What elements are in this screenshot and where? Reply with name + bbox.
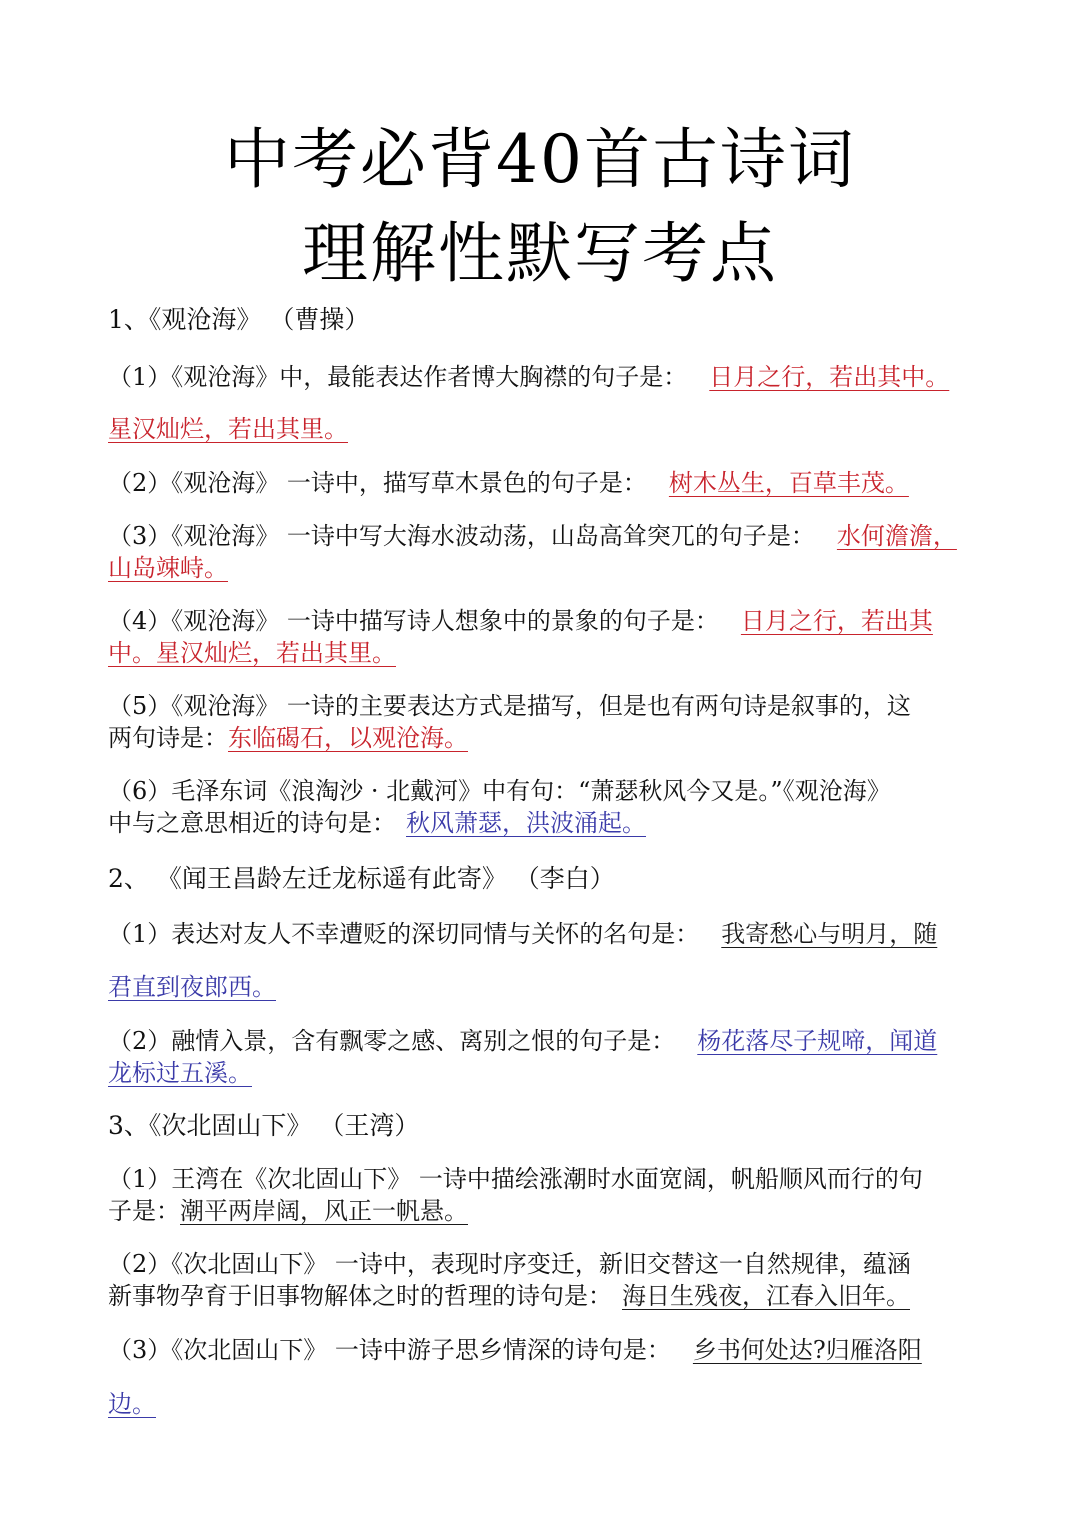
question-2-2 [108,1026,978,1056]
section-3-heading: 3、《次北固山下》 （王湾） [108,1111,420,1140]
question-1-3-cont [108,553,978,583]
question-1-6 [108,776,978,806]
question-text: （3）《次北固山下》 一诗中游子思乡情深的诗句是： [108,1336,671,1364]
answer-text: 秋风萧瑟，洪波涌起。 [406,809,646,837]
answer-text: 杨花落尽子规啼，闻道 [697,1027,938,1055]
question-text: （3）《观沧海》 一诗中写大海水波动荡，山岛高耸突兀的句子是： [108,522,815,550]
answer-text: 乡书何处达?归雁洛阳 [692,1336,922,1364]
question-text: （6）毛泽东词《浪淘沙 · 北戴河》中有句：“萧瑟秋风今又是。”《观沧海》 [108,777,891,805]
question-1-1 [108,362,978,392]
question-3-3 [108,1335,978,1365]
question-3-2 [108,1249,978,1279]
answer-text: 水何澹澹， [836,522,957,550]
answer-text: 君直到夜郎西。 [108,973,276,1001]
question-3-2-cont [108,1281,978,1311]
question-1-4 [108,606,978,636]
question-1-1-cont [108,414,978,444]
question-text: （4）《观沧海》 一诗中描写诗人想象中的景象的句子是： [108,607,719,635]
answer-text: 树木丛生，百草丰茂。 [668,469,909,497]
question-text: （2）融情入景，含有飘零之感、离别之恨的句子是： [108,1027,676,1055]
question-text: （1）王湾在《次北固山下》 一诗中描绘涨潮时水面宽阔，帆船顺风而行的句 [108,1165,923,1193]
question-text: （2）《观沧海》 一诗中，描写草木景色的句子是： [108,469,647,497]
question-3-3-cont [108,1389,978,1419]
question-1-5-cont [108,723,978,753]
question-text: （2）《次北固山下》 一诗中，表现时序变迁，新旧交替这一自然规律，蕴涵 [108,1250,911,1278]
question-1-6-cont [108,808,978,838]
section-2-heading: 2、 《闻王昌龄左迁龙标遥有此寄》 （李白） [108,864,615,893]
answer-text: 海日生残夜，江春入旧年。 [622,1282,910,1310]
answer-text: 潮平两岸阔，风正一帆悬。 [180,1197,468,1225]
answer-text: 我寄愁心与明月，随 [721,920,938,948]
question-2-1-cont [108,972,978,1002]
section-1-heading: 1、《观沧海》 （曹操） [108,305,370,334]
question-3-1-cont [108,1196,978,1226]
question-text: 两句诗是： [108,724,228,752]
question-text: 中与之意思相近的诗句是： [108,809,396,837]
question-text: 新事物孕育于旧事物解体之时的哲理的诗句是： [108,1282,612,1310]
question-2-1 [108,919,978,949]
answer-text: 中。星汉灿烂，若出其里。 [108,639,396,667]
answer-text: 日月之行，若出其 [740,607,933,635]
question-1-3 [108,521,978,551]
question-1-2 [108,468,978,498]
question-text: （1）表达对友人不幸遭贬的深切同情与关怀的名句是： [108,920,700,948]
page-subtitle: 理解性默写考点 [302,215,778,292]
answer-text: 山岛竦峙。 [108,554,228,582]
question-text: （5）《观沧海》 一诗的主要表达方式是描写，但是也有两句诗是叙事的，这 [108,692,911,720]
question-text: 子是： [108,1197,180,1225]
answer-text: 星汉灿烂，若出其里。 [108,415,348,443]
question-text: （1）《观沧海》中，最能表达作者博大胸襟的句子是： [108,363,688,391]
answer-text: 龙标过五溪。 [108,1059,252,1087]
answer-text: 东临碣石，以观沧海。 [228,724,468,752]
question-1-4-cont [108,638,978,668]
question-3-1 [108,1164,978,1194]
answer-text: 边。 [108,1390,156,1418]
answer-text: 日月之行，若出其中。 [709,363,950,391]
question-1-5 [108,691,978,721]
question-2-2-cont [108,1058,978,1088]
page-title: 中考必背40首古诗词 [224,121,856,198]
